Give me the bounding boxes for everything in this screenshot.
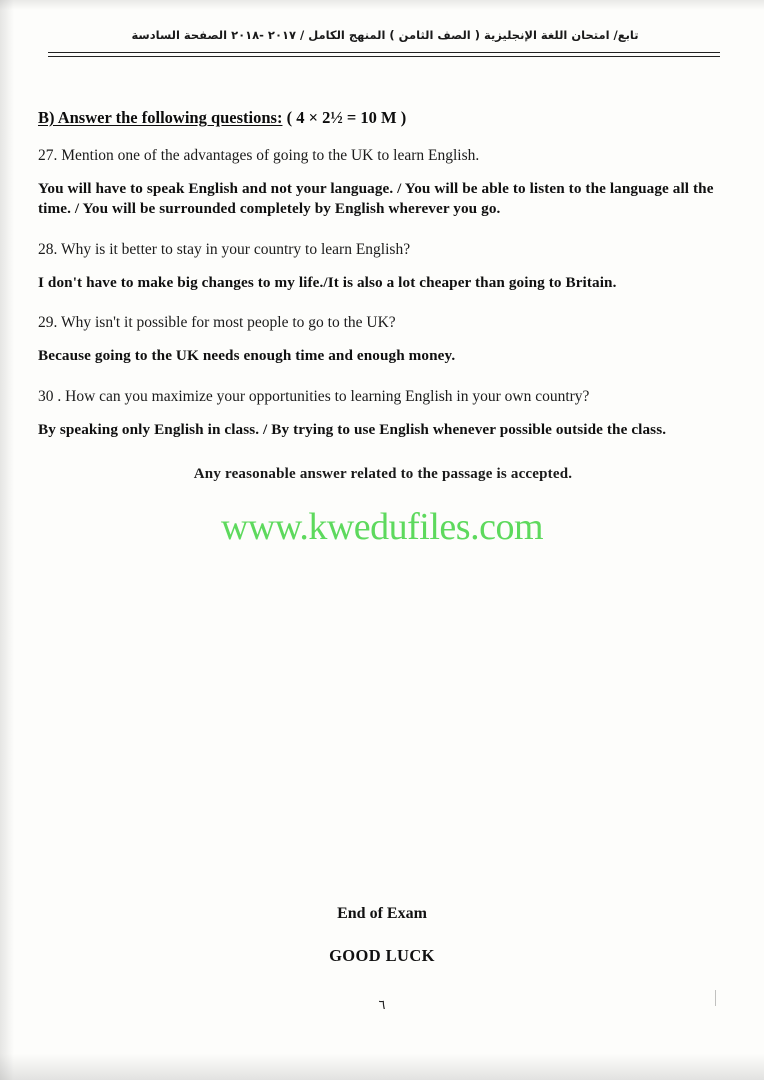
site-watermark: www.kwedufiles.com [220,506,543,548]
question-text: 28. Why is it better to stay in your country to learn English? [38,240,411,258]
question-text: 29. Why isn't it possible for most people to go to the UK? [38,314,396,332]
scan-edge-shadow-bottom [0,1054,764,1080]
question-text: 27. Mention one of the advantages of going to the UK to learn English. [38,147,480,164]
question-block-28 [38,240,728,293]
section-heading-marks: ( 4 × 2½ = 10 M ) [286,108,407,127]
page-number: ٦ [378,998,386,1013]
answer-text: You will have to speak English and not your language. / You will be able to listen to the language all the time. / You will be surrounded completely by English wherever you go. [38,179,714,218]
document-content [38,108,728,483]
scan-tick-mark [715,990,716,1006]
question-text: 30 . How can you maximize your opportunities to learning English in your own country? [38,387,590,405]
question-block-27 [38,146,728,220]
acceptance-note: Any reasonable answer related to the passage is accepted. [193,466,573,483]
header-divider [48,52,720,57]
good-luck-label: GOOD LUCK [329,946,435,965]
section-heading-label: B) Answer the following questions: [38,108,283,127]
answer-text: By speaking only English in class. / By trying to use English whenever possible outside the class. [38,420,667,438]
question-block-30 [38,387,728,440]
answer-text: Because going to the UK needs enough time and enough money. [38,347,456,365]
header-arabic-line: تابع/ امتحان اللغة الإنجليزية ( الصف الثامن ) المنهج الكامل / ٢٠١٧ -٢٠١٨ الصفحة السادسة [131,28,639,42]
scan-edge-shadow-top [0,0,764,10]
question-block-29 [38,313,728,366]
answer-text: I don't have to make big changes to my life./It is also a lot cheaper than going to Britain. [38,273,617,291]
end-of-exam-label: End of Exam [337,905,427,922]
section-heading [38,108,406,128]
